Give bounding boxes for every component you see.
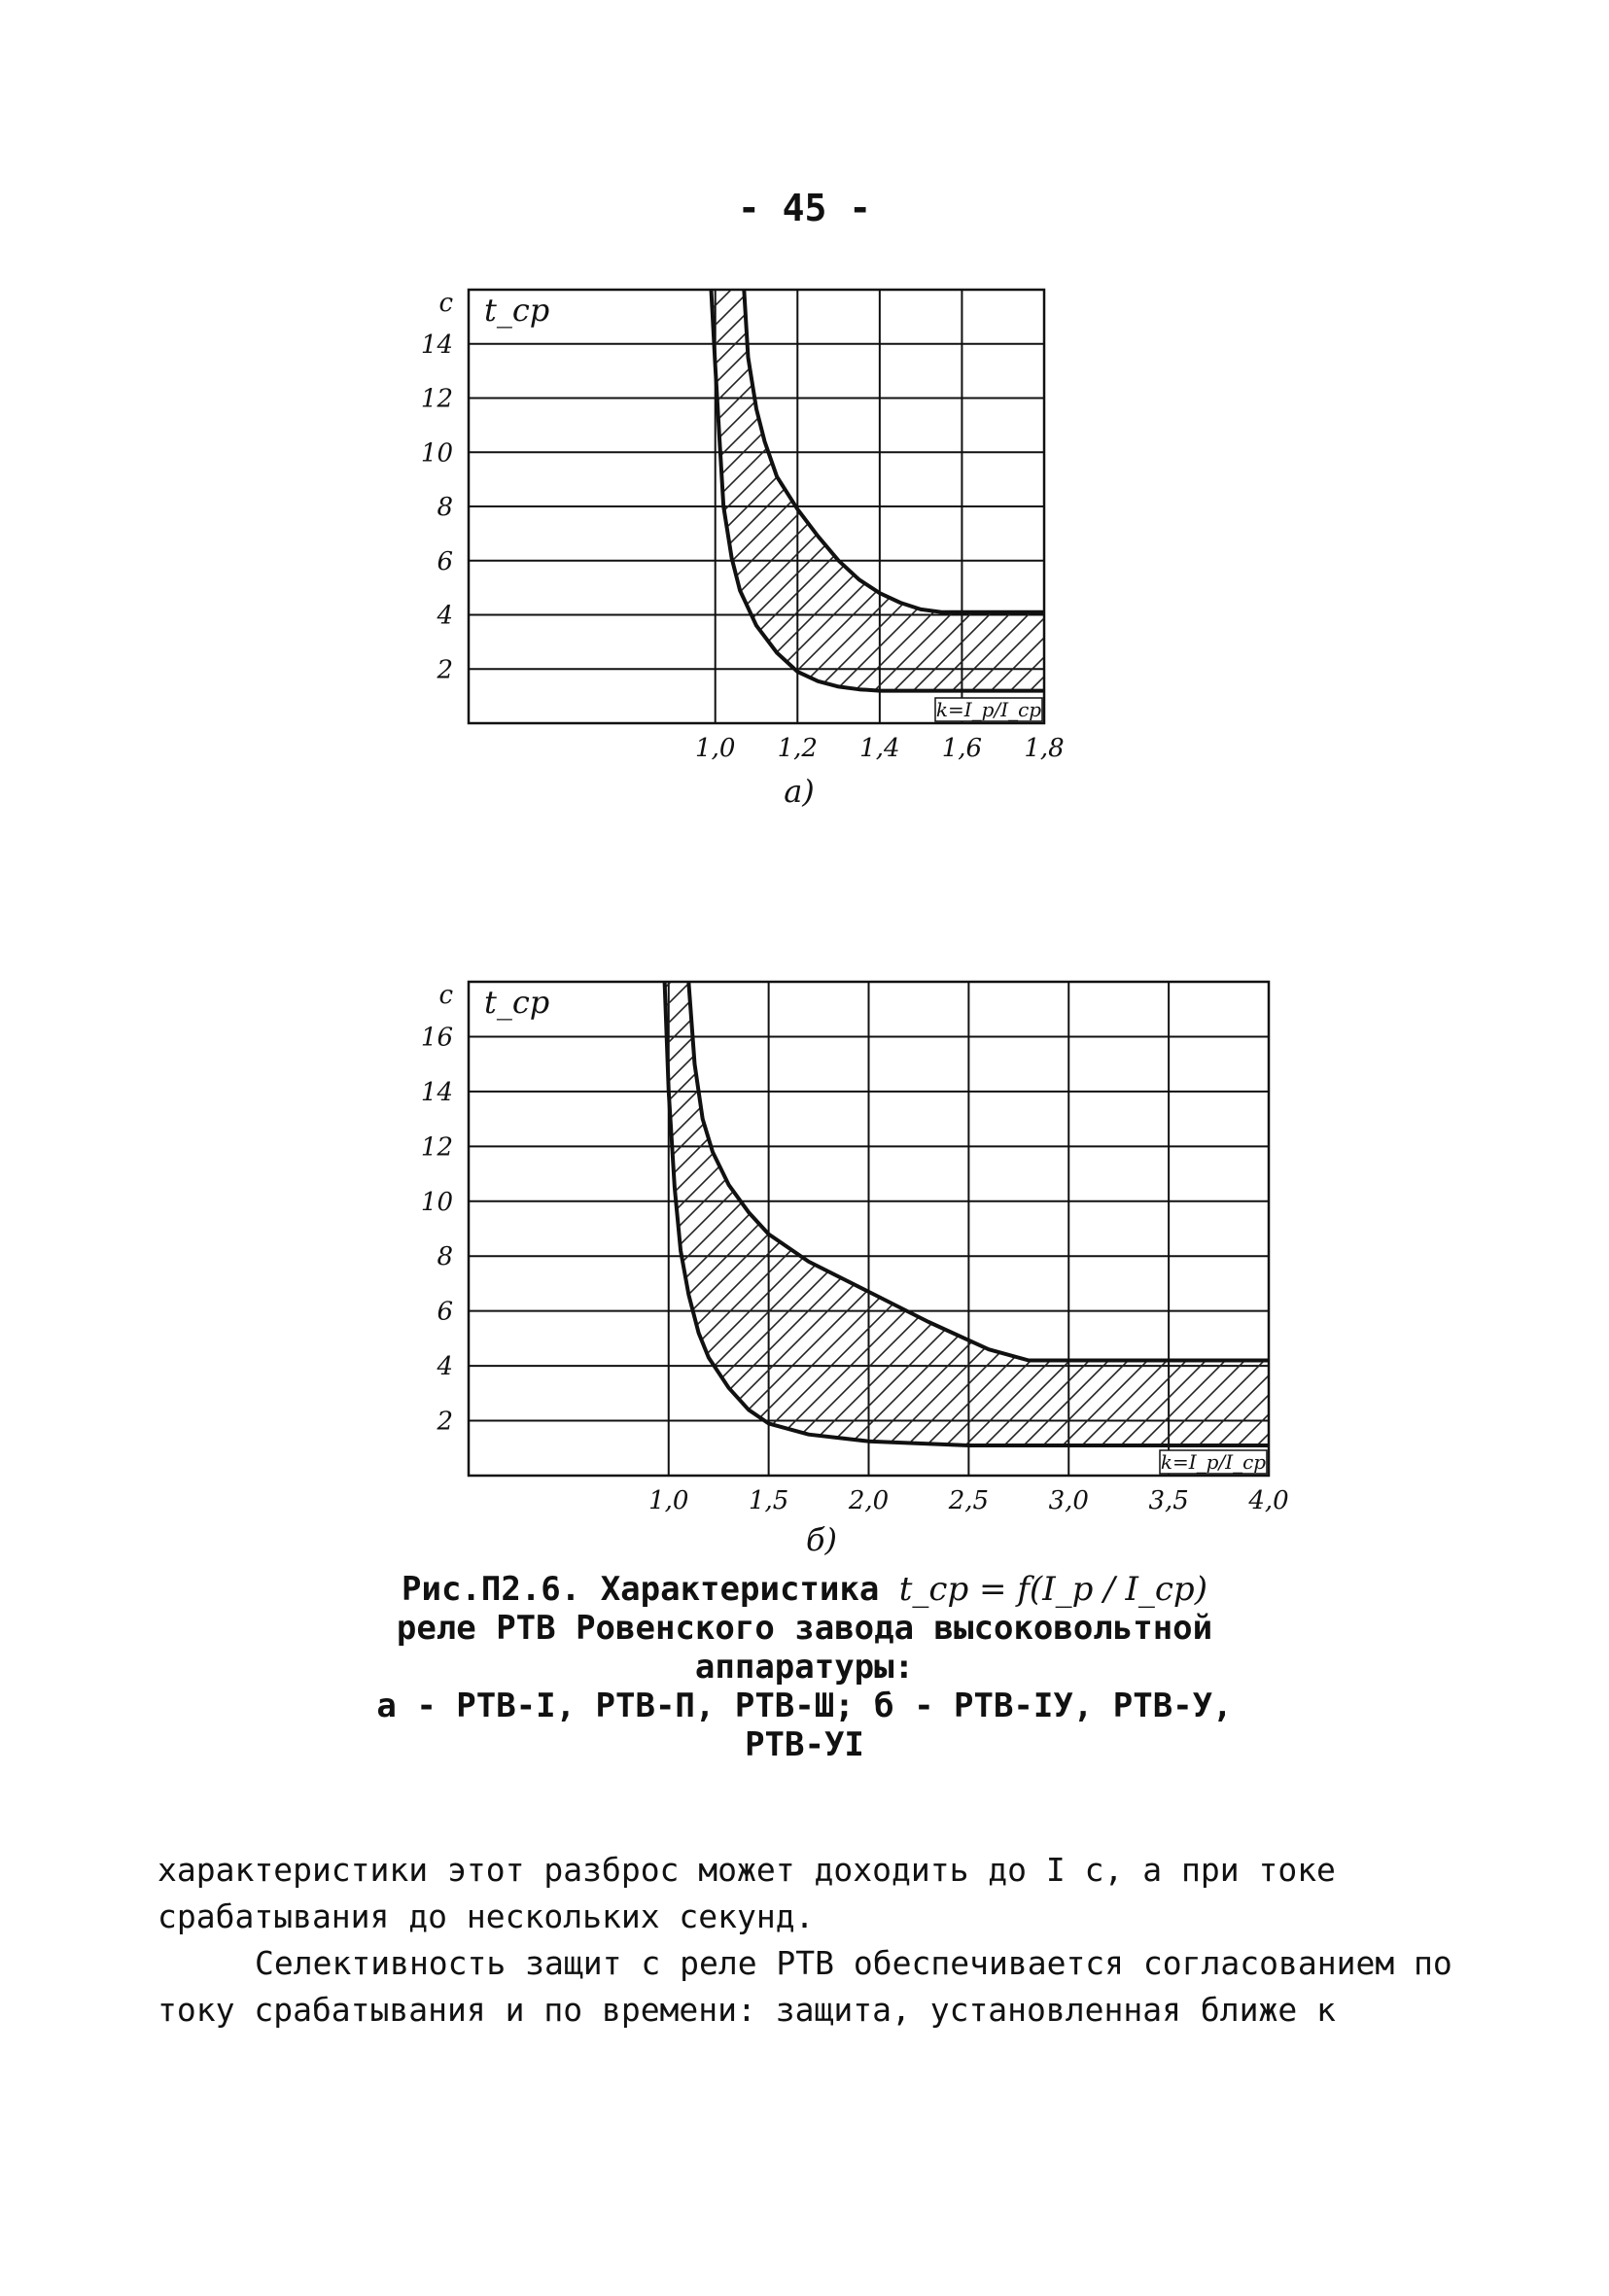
x-tick-label: 1,6 (941, 734, 983, 763)
y-axis-title: t_cp (484, 292, 550, 329)
caption-formula: t_cp = f(I_p / I_cp) (898, 1570, 1207, 1609)
caption-title: Рис.П2.6. Характеристика (402, 1570, 899, 1609)
paragraph-2: Селективность защит с реле РТВ обеспечивается согласованием по току срабатывания и по времени: защита, установленная ближе к (157, 1944, 1452, 2029)
y-axis-title: t_cp (484, 984, 550, 1021)
x-axis-title: k=I_p/I_cp (935, 698, 1042, 721)
y-tick-label: 12 (420, 384, 453, 414)
y-unit-label: c (438, 289, 453, 318)
caption-line-1 (0, 1570, 1609, 1609)
y-tick-label: 10 (420, 1187, 453, 1217)
y-tick-label: 4 (437, 1352, 453, 1382)
x-tick-label: 1,8 (1024, 734, 1065, 763)
subfigure-label: a) (784, 773, 815, 810)
hatched-band (665, 982, 1269, 1445)
y-tick-label: 8 (437, 1242, 453, 1272)
x-tick-label: 2,5 (948, 1486, 990, 1515)
page-number: - 45 - (737, 187, 872, 229)
y-tick-label: 8 (437, 493, 453, 522)
y-tick-label: 14 (420, 1077, 453, 1107)
x-tick-label: 1,2 (777, 734, 818, 763)
x-tick-label: 1,4 (859, 734, 900, 763)
x-tick-label: 1,0 (695, 734, 736, 763)
y-tick-label: 10 (420, 438, 453, 469)
y-tick-label: 6 (437, 1297, 453, 1327)
figure-caption (0, 1570, 1609, 1764)
y-tick-label: 16 (420, 1023, 453, 1053)
caption-line-2: реле РТВ Ровенского завода высоковольтной (396, 1609, 1213, 1648)
subfigure-label: б) (805, 1521, 838, 1555)
y-tick-label: 2 (437, 1407, 453, 1437)
y-tick-label: 14 (420, 330, 453, 360)
y-tick-label: 12 (420, 1132, 453, 1163)
caption-line-4: а - РТВ-I, РТВ-П, РТВ-Ш; б - РТВ-IУ, РТВ-У, (376, 1687, 1233, 1725)
caption-line-3: аппаратуры: (694, 1648, 915, 1687)
paragraph-1: характеристики этот разброс может доходить до I с, а при токе срабатывания до нескольких секунд. (157, 1851, 1336, 1935)
caption-line-5: РТВ-УI (745, 1725, 864, 1764)
x-tick-label: 4,0 (1248, 1486, 1289, 1515)
chart-b (0, 953, 1609, 1555)
y-unit-label: c (438, 981, 453, 1010)
x-axis-title: k=I_p/I_cp (1160, 1450, 1267, 1474)
y-tick-label: 6 (437, 546, 453, 576)
x-tick-label: 2,0 (848, 1486, 890, 1515)
x-tick-label: 3,5 (1148, 1486, 1189, 1515)
x-tick-label: 1,5 (748, 1486, 789, 1515)
body-text (157, 1847, 1460, 2034)
chart-a (0, 262, 1609, 846)
x-tick-label: 3,0 (1048, 1486, 1089, 1515)
x-tick-label: 1,0 (648, 1486, 689, 1515)
y-tick-label: 2 (437, 655, 453, 685)
y-tick-label: 4 (437, 601, 453, 631)
